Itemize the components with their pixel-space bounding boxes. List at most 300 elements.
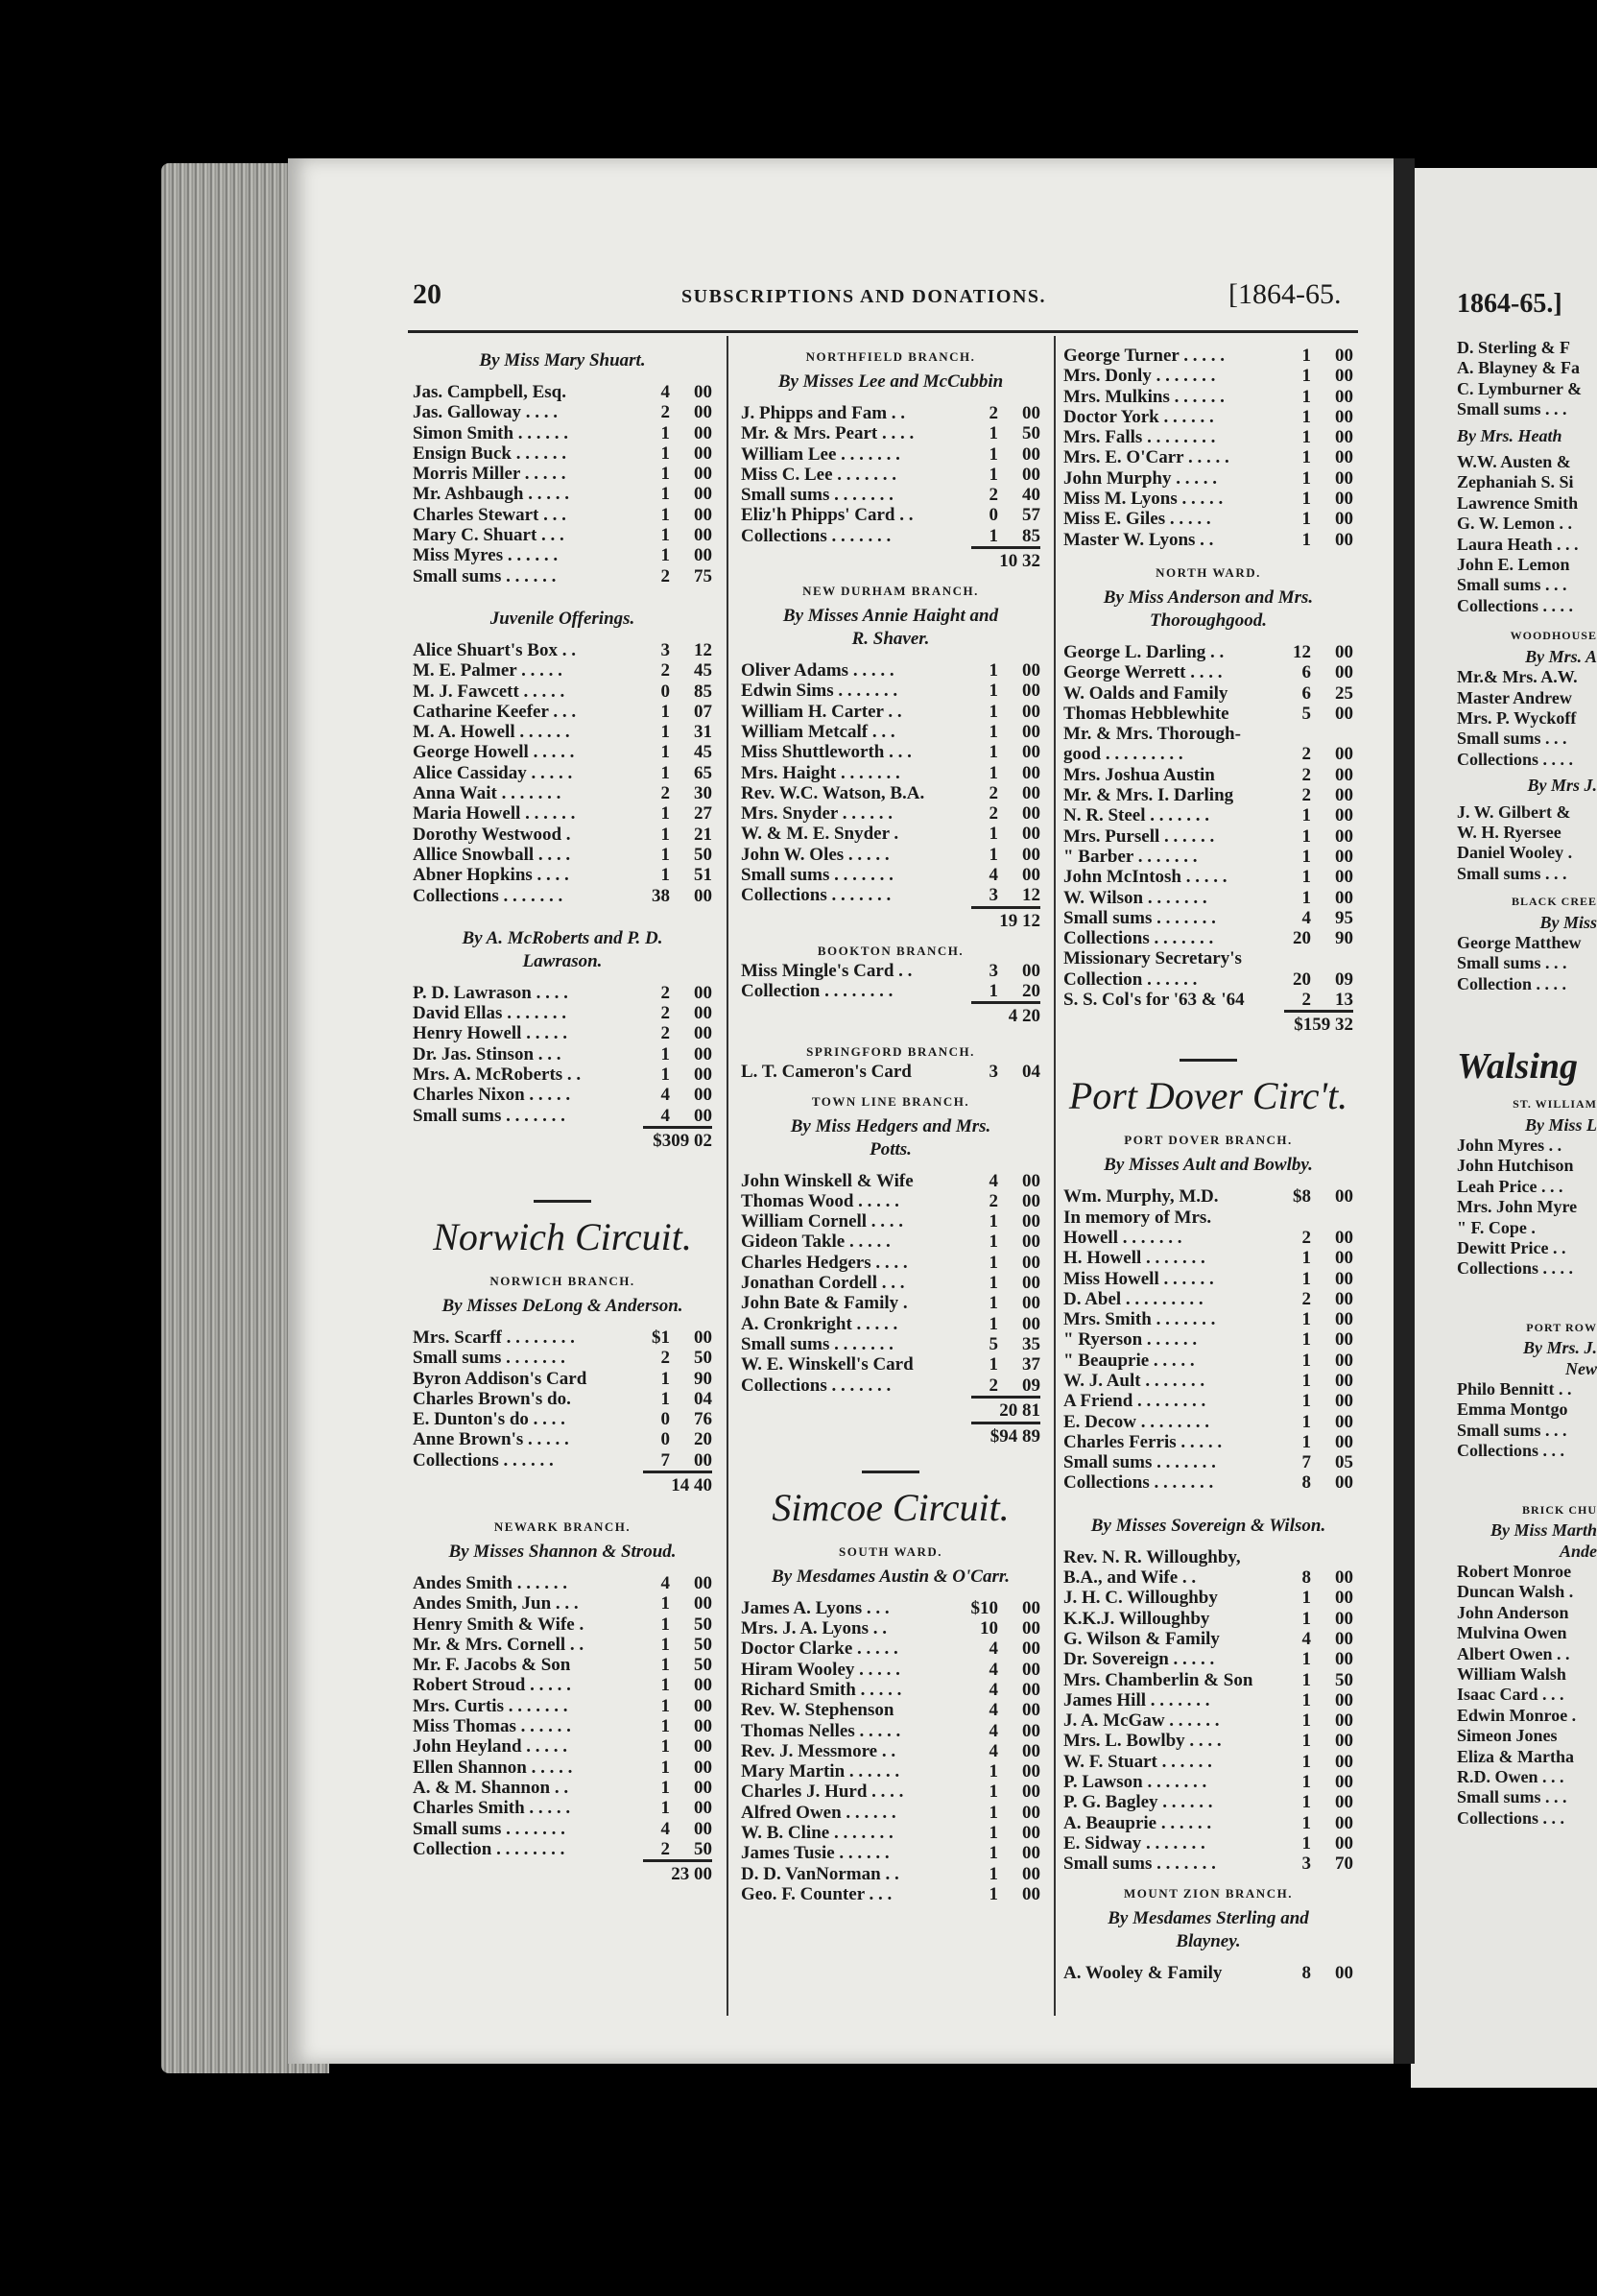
entry-cents: 00	[1335, 427, 1353, 448]
entry-dollars: 1	[660, 442, 670, 464]
entry-dollars: 1	[989, 423, 998, 444]
entry-dollars: 1	[1301, 346, 1311, 366]
entry-row	[1063, 744, 1353, 764]
entry-row	[1063, 1649, 1353, 1669]
entry-cents: 00	[1335, 785, 1353, 806]
entry-cents: 00	[1022, 1313, 1040, 1334]
entry-cents: 00	[1022, 660, 1040, 682]
entry-name: Mrs. Donly . . . . . . .	[1063, 366, 1216, 387]
entry-name: Rev. W.C. Watson, B.A.	[741, 782, 925, 803]
entry-dollars: 7	[1301, 1452, 1311, 1473]
entry-row	[741, 660, 1040, 681]
entry-name: Miss Thomas . . . . . .	[413, 1716, 571, 1737]
section-heading: By Misses DeLong & Anderson.	[441, 1295, 683, 1316]
entry-cents: 00	[1335, 1751, 1353, 1772]
entry-name: Geo. F. Counter . . .	[741, 1883, 893, 1904]
entry-row	[1063, 990, 1353, 1010]
entry-cents: 75	[694, 565, 712, 586]
entry-row	[413, 702, 712, 722]
entry-row	[1063, 683, 1353, 704]
entry-row	[413, 1736, 712, 1757]
entry-name: W. F. Stuart . . . . . .	[1063, 1751, 1212, 1772]
entry-dollars: 1	[660, 545, 670, 566]
entry-cents: 45	[694, 660, 712, 682]
entry-dollars: 1	[660, 762, 670, 783]
entry-cents: 00	[1022, 803, 1040, 825]
entry-dollars	[1269, 1547, 1311, 1567]
entry-name: John Murphy . . . . .	[1063, 467, 1217, 489]
entry-row	[413, 763, 712, 783]
entry-row	[413, 825, 712, 845]
entry-list	[413, 983, 712, 1126]
entry-dollars: 2	[989, 1190, 998, 1211]
entry-name: Alice Shuart's Box . .	[413, 639, 576, 660]
entry-cents: 00	[1022, 844, 1040, 865]
entry-name: Robert Stroud . . . . .	[413, 1675, 571, 1696]
entry-dollars: 1	[660, 844, 670, 865]
entry-row	[741, 1884, 1040, 1904]
entry-cents: 00	[1335, 744, 1353, 765]
column-rule-1	[727, 336, 728, 2016]
entry-name: Andes Smith, Jun . . .	[413, 1593, 579, 1614]
entry-row	[413, 803, 712, 824]
entry-row	[741, 742, 1040, 762]
entry-row	[413, 566, 712, 586]
entry-name: W. J. Ault . . . . . . .	[1063, 1370, 1205, 1391]
branch-heading: TOWN LINE BRANCH.	[811, 1093, 970, 1109]
entry-name: Anne Brown's . . . . .	[413, 1429, 569, 1450]
entry-cents	[1311, 1547, 1353, 1567]
side-line: John E. Lemon	[1457, 555, 1570, 575]
running-head: SUBSCRIPTIONS AND DONATIONS.	[681, 286, 1047, 307]
entry-row	[413, 1778, 712, 1798]
entry-dollars	[1269, 1208, 1311, 1228]
entry-cents: 00	[1022, 1802, 1040, 1823]
entry-row	[741, 865, 1040, 885]
entry-name: Collection . . . . . .	[1063, 969, 1198, 990]
entry-name: Thomas Nelles . . . . .	[741, 1720, 901, 1741]
entry-cents: 50	[694, 844, 712, 865]
entry-name: E. Sidway . . . . . . .	[1063, 1832, 1205, 1854]
entry-row	[1063, 1186, 1353, 1207]
entry-row	[1063, 785, 1353, 805]
entry-row	[1063, 1432, 1353, 1452]
entry-row	[1063, 1452, 1353, 1472]
entry-row	[1063, 1731, 1353, 1751]
entry-cents: 00	[1335, 346, 1353, 366]
section-heading: Juvenile Offerings.	[489, 608, 635, 629]
column-rule-2	[1054, 336, 1056, 2016]
entry-row	[741, 1354, 1040, 1375]
entry-row	[741, 1191, 1040, 1211]
entry-cents: 90	[694, 1368, 712, 1389]
entry-name: Charles Brown's do.	[413, 1388, 571, 1409]
side-line: Small sums . . .	[1457, 953, 1567, 973]
entry-cents: 00	[1335, 764, 1353, 785]
section-heading: Blayney.	[1176, 1930, 1241, 1951]
entry-cents: 00	[694, 1818, 712, 1839]
entry-name: William Metcalf . . .	[741, 721, 895, 742]
grand-total: $94 89	[971, 1422, 1040, 1447]
entry-row	[413, 1675, 712, 1695]
entry-dollars: 1	[1301, 1649, 1311, 1670]
entry-dollars: 1	[660, 1777, 670, 1798]
side-heading: By Mrs. J.	[1522, 1338, 1597, 1358]
entry-dollars: 2	[989, 803, 998, 825]
entry-row	[741, 465, 1040, 485]
entry-list	[741, 1171, 1040, 1396]
entry-dollars: 2	[1301, 1227, 1311, 1248]
entry-cents: 00	[1335, 825, 1353, 847]
entry-name: Master W. Lyons . .	[1063, 529, 1214, 550]
side-line: George Matthew	[1457, 932, 1582, 952]
entry-row	[1063, 509, 1353, 529]
entry-cents: 00	[1335, 1391, 1353, 1412]
entry-name: Alice Cassiday . . . . .	[413, 762, 573, 783]
entry-cents: 00	[694, 422, 712, 443]
entry-dollars: 8	[1301, 1962, 1311, 1983]
year-head: [1864-65.	[1228, 278, 1342, 310]
entry-name: M. E. Palmer . . . . .	[413, 660, 562, 682]
entry-dollars: 1	[989, 824, 998, 845]
entry-list	[741, 1062, 1040, 1082]
entry-dollars: 4	[1301, 1628, 1311, 1649]
entry-name: Miss Howell . . . . . .	[1063, 1268, 1214, 1289]
entry-row	[1063, 1567, 1353, 1588]
entry-name: Collection . . . . . . . .	[741, 980, 894, 1001]
entry-dollars: 0	[989, 505, 998, 526]
entry-row	[741, 1293, 1040, 1313]
entry-dollars: 2	[989, 485, 998, 506]
entry-name: James A. Lyons . . .	[741, 1597, 890, 1618]
entry-row	[1063, 969, 1353, 990]
entry-name: A. Wooley & Family	[1063, 1962, 1223, 1983]
entry-dollars: 4	[989, 1700, 998, 1721]
branch-heading: NORWICH BRANCH.	[489, 1273, 635, 1288]
entry-cents: 00	[1022, 1679, 1040, 1700]
entry-cents: 00	[1022, 1659, 1040, 1680]
branch-heading: BOOKTON BRANCH.	[817, 943, 965, 958]
entry-row	[741, 1843, 1040, 1863]
entry-dollars: 1	[660, 1368, 670, 1389]
entry-row	[413, 1327, 712, 1348]
entry-row	[1063, 1228, 1353, 1248]
entry-cents: 51	[694, 865, 712, 886]
entry-dollars: 1	[660, 1655, 670, 1676]
side-line: Laura Heath . . .	[1457, 534, 1579, 554]
entry-name: Miss C. Lee . . . . . . .	[741, 464, 897, 485]
entry-name: W. Wilson . . . . . . .	[1063, 887, 1207, 908]
entry-dollars: 5	[1301, 703, 1311, 724]
entry-row	[741, 1680, 1040, 1700]
side-line: Edwin Monroe .	[1457, 1705, 1577, 1725]
side-circuit-title: Walsing	[1457, 1046, 1579, 1088]
entry-cents: 00	[1335, 1350, 1353, 1371]
entry-dollars: 1	[1301, 1268, 1311, 1289]
side-lines	[1457, 1562, 1597, 1829]
total-amount: 10 32	[971, 546, 1040, 572]
entry-name: Small sums . . . . . . .	[413, 1818, 565, 1839]
entry-row	[741, 763, 1040, 783]
entry-name: Andes Smith . . . . . .	[413, 1572, 567, 1593]
entry-cents: 09	[1335, 969, 1353, 990]
entry-row	[413, 1758, 712, 1778]
entry-cents: 00	[1335, 1186, 1353, 1208]
side-line: J. W. Gilbert &	[1457, 801, 1571, 822]
entry-cents: 00	[1335, 509, 1353, 530]
entry-dollars: 6	[1301, 682, 1311, 704]
entry-cents: 00	[694, 1757, 712, 1778]
entry-cents: 00	[1335, 1608, 1353, 1629]
side-branch: BRICK CHU	[1521, 1502, 1597, 1517]
entry-row	[1063, 489, 1353, 509]
entry-cents: 00	[1335, 887, 1353, 908]
entry-row	[413, 1409, 712, 1429]
entry-list	[413, 1573, 712, 1859]
entry-dollars: 1	[1301, 406, 1311, 427]
entry-cents: 00	[1022, 1293, 1040, 1314]
entry-row	[413, 1573, 712, 1593]
entry-row	[1063, 530, 1353, 550]
entry-row	[413, 845, 712, 865]
entry-cents: 09	[1022, 1375, 1040, 1396]
entry-dollars: 1	[1301, 1751, 1311, 1772]
entry-cents: 00	[1335, 467, 1353, 489]
entry-list	[741, 1598, 1040, 1904]
entry-list	[1063, 642, 1353, 1010]
entry-name: Wm. Murphy, M.D.	[1063, 1186, 1219, 1208]
entry-name: Henry Howell . . . . .	[413, 1023, 567, 1044]
entry-name: A. Cronkright . . . . .	[741, 1313, 898, 1334]
entry-cents: 00	[1335, 1309, 1353, 1330]
entry-name: E. Decow . . . . . . . .	[1063, 1411, 1209, 1432]
entry-name: Miss Myres . . . . . .	[413, 545, 559, 566]
entry-cents: 00	[1335, 1472, 1353, 1494]
side-line: G. W. Lemon . .	[1457, 514, 1573, 534]
entry-row	[413, 1614, 712, 1635]
entry-name: Mrs. Pursell . . . . . .	[1063, 825, 1215, 847]
entry-cents: 50	[694, 1614, 712, 1635]
entry-cents: 00	[1335, 1792, 1353, 1813]
entry-dollars: 1	[660, 1614, 670, 1635]
entry-row	[413, 402, 712, 422]
entry-name: Maria Howell . . . . . .	[413, 803, 576, 825]
entry-name: D. Abel . . . . . . . . .	[1063, 1288, 1204, 1309]
entry-cents: 00	[1022, 742, 1040, 763]
entry-row	[1063, 805, 1353, 825]
entry-name: W. E. Winskell's Card	[741, 1354, 914, 1375]
entry-name: Mrs. Smith . . . . . . .	[1063, 1309, 1216, 1330]
entry-name: J. H. C. Willoughby	[1063, 1588, 1218, 1609]
entry-row	[1063, 1772, 1353, 1792]
entry-cents: 00	[1335, 846, 1353, 867]
entry-cents: 00	[1335, 529, 1353, 550]
entry-name: Doctor York . . . . . .	[1063, 406, 1214, 427]
entry-name: Richard Smith . . . . .	[741, 1679, 902, 1700]
entry-name: Hiram Wooley . . . . .	[741, 1659, 900, 1680]
entry-name: Collections . . . . . .	[413, 1449, 554, 1471]
entry-dollars: 1	[1301, 1411, 1311, 1432]
entry-row	[413, 545, 712, 565]
entry-list	[1063, 1963, 1353, 1983]
entry-dollars: 1	[1301, 1710, 1311, 1732]
entry-cents: 00	[1335, 1567, 1353, 1589]
entry-name: Charles J. Hurd . . . .	[741, 1782, 904, 1803]
entry-row	[413, 1450, 712, 1471]
entry-cents: 00	[1335, 406, 1353, 427]
entry-dollars: 1	[660, 1736, 670, 1758]
entry-cents: 00	[694, 1695, 712, 1716]
entry-cents: 00	[694, 402, 712, 423]
entry-name: Doctor Clarke . . . . .	[741, 1638, 898, 1660]
entry-cents: 37	[1022, 1354, 1040, 1375]
entry-cents: 00	[694, 1327, 712, 1348]
entry-dollars: 1	[989, 443, 998, 465]
entry-dollars: 4	[989, 1720, 998, 1741]
entry-cents: 00	[694, 1064, 712, 1086]
entry-name: E. Dunton's do . . . .	[413, 1409, 565, 1430]
entry-name: John W. Oles . . . . .	[741, 844, 890, 865]
entry-name: Collections . . . . . . .	[1063, 1472, 1214, 1494]
entry-dollars: 3	[1301, 1854, 1311, 1875]
entry-cents: 00	[1335, 1370, 1353, 1391]
entry-row	[413, 1389, 712, 1409]
entry-dollars: 7	[660, 1449, 670, 1471]
entry-name: W. & M. E. Snyder .	[741, 824, 899, 845]
entry-dollars: 1	[660, 1593, 670, 1614]
entry-cents: 00	[1022, 443, 1040, 465]
entry-cents: 00	[1022, 1883, 1040, 1904]
entry-cents: 20	[1022, 980, 1040, 1001]
entry-name: Collections . . . . . . .	[1063, 928, 1214, 949]
entry-row	[1063, 908, 1353, 928]
entry-dollars: 1	[989, 681, 998, 702]
entry-row	[1063, 642, 1353, 662]
entry-cents: 40	[1022, 485, 1040, 506]
section-heading: By Mesdames Sterling and	[1108, 1907, 1309, 1928]
entry-name: Missionary Secretary's	[1063, 948, 1242, 969]
entry-row	[1063, 724, 1353, 744]
entry-dollars: 2	[1301, 785, 1311, 806]
entry-cents: 00	[1335, 386, 1353, 407]
separator-rule	[534, 1200, 591, 1203]
entry-name: John Bate & Family .	[741, 1293, 908, 1314]
entry-dollars: 1	[1301, 1812, 1311, 1833]
entry-name: Jas. Galloway . . . .	[413, 402, 558, 423]
header-rule	[408, 330, 1358, 333]
entry-dollars: 1	[1301, 467, 1311, 489]
branch-heading: NORTHFIELD BRANCH.	[805, 349, 976, 364]
side-heading: By Mrs J.	[1527, 776, 1597, 796]
entry-dollars: 1	[989, 742, 998, 763]
entry-name: William H. Carter . .	[741, 701, 902, 722]
entry-row	[1063, 1472, 1353, 1493]
side-line: " F. Cope .	[1457, 1217, 1536, 1237]
side-heading: By Mrs. Heath	[1457, 425, 1562, 445]
page-number: 20	[413, 278, 441, 310]
entry-dollars: 1	[1301, 1391, 1311, 1412]
section-heading: By Misses Sovereign & Wilson.	[1090, 1515, 1326, 1536]
entry-dollars: 3	[989, 960, 998, 981]
entry-row	[1063, 346, 1353, 366]
entry-cents: 20	[694, 1429, 712, 1450]
entry-row	[413, 464, 712, 484]
entry-row	[741, 885, 1040, 905]
entry-row	[1063, 867, 1353, 887]
section-heading: Lawrason.	[522, 950, 603, 971]
circuit-title: Norwich Circuit.	[433, 1214, 692, 1258]
entry-dollars: 5	[989, 1333, 998, 1354]
entry-name: Dr. Sovereign . . . . .	[1063, 1649, 1215, 1670]
entry-dollars: 1	[1301, 1370, 1311, 1391]
entry-dollars: 2	[660, 402, 670, 423]
side-line: John Myres . .	[1457, 1136, 1562, 1155]
entry-cents: 00	[1335, 1628, 1353, 1649]
section-heading: By Miss Mary Shuart.	[479, 350, 646, 371]
entry-name: Charles Hedgers . . . .	[741, 1252, 908, 1273]
entry-name: H. Howell . . . . . . .	[1063, 1248, 1205, 1269]
side-lines	[1457, 1136, 1597, 1280]
entry-name: Anna Wait . . . . . . .	[413, 783, 561, 804]
entry-name: Miss M. Lyons . . . . .	[1063, 489, 1224, 510]
entry-cents: 00	[1022, 403, 1040, 423]
entry-cents: 05	[1335, 1452, 1353, 1473]
entry-row	[741, 681, 1040, 701]
entry-row	[1063, 1690, 1353, 1710]
entry-cents: 00	[694, 442, 712, 464]
side-line: Collection . . . .	[1457, 973, 1566, 993]
entry-dollars: 1	[989, 1782, 998, 1803]
entry-name: Abner Hopkins . . . .	[413, 865, 569, 886]
entry-name: Small sums . . . . . . .	[741, 865, 894, 886]
side-line: W. H. Ryersee	[1457, 822, 1561, 842]
entry-cents: 00	[694, 1675, 712, 1696]
entry-dollars: 1	[1301, 529, 1311, 550]
entry-cents: 00	[694, 382, 712, 402]
side-line: Small sums . . .	[1457, 399, 1567, 419]
entry-name: J. Phipps and Fam . .	[741, 403, 906, 423]
side-line: Daniel Wooley .	[1457, 843, 1573, 863]
column-3	[1063, 346, 1353, 1983]
entry-dollars: 1	[989, 844, 998, 865]
entry-cents: 00	[694, 1043, 712, 1064]
entry-dollars: 1	[660, 824, 670, 845]
entry-row	[413, 660, 712, 681]
entry-dollars: 4	[989, 1740, 998, 1761]
entry-row	[1063, 1792, 1353, 1812]
total-amount: 19 12	[971, 906, 1040, 932]
entry-list	[1063, 1186, 1353, 1493]
entry-cents	[1311, 948, 1353, 969]
entry-cents: 00	[1022, 1638, 1040, 1660]
entry-cents: 00	[694, 1777, 712, 1798]
entry-name: Mr. Ashbaugh . . . . .	[413, 484, 569, 505]
entry-cents: 00	[694, 1003, 712, 1024]
entry-list	[413, 1327, 712, 1471]
entry-row	[1063, 1391, 1353, 1411]
entry-row	[741, 526, 1040, 546]
section-heading: By Miss Anderson and Mrs.	[1103, 586, 1314, 608]
branch-heading: SOUTH WARD.	[838, 1543, 942, 1559]
side-line: Small sums . . .	[1457, 729, 1567, 749]
entry-row	[1063, 704, 1353, 724]
entry-cents: 00	[694, 545, 712, 566]
entry-dollars: 2	[660, 982, 670, 1003]
total-amount: $159 32	[1284, 1010, 1353, 1036]
entry-cents: 00	[1022, 1700, 1040, 1721]
entry-name: Mrs. E. O'Carr . . . . .	[1063, 447, 1229, 468]
entry-dollars: 1	[660, 464, 670, 485]
